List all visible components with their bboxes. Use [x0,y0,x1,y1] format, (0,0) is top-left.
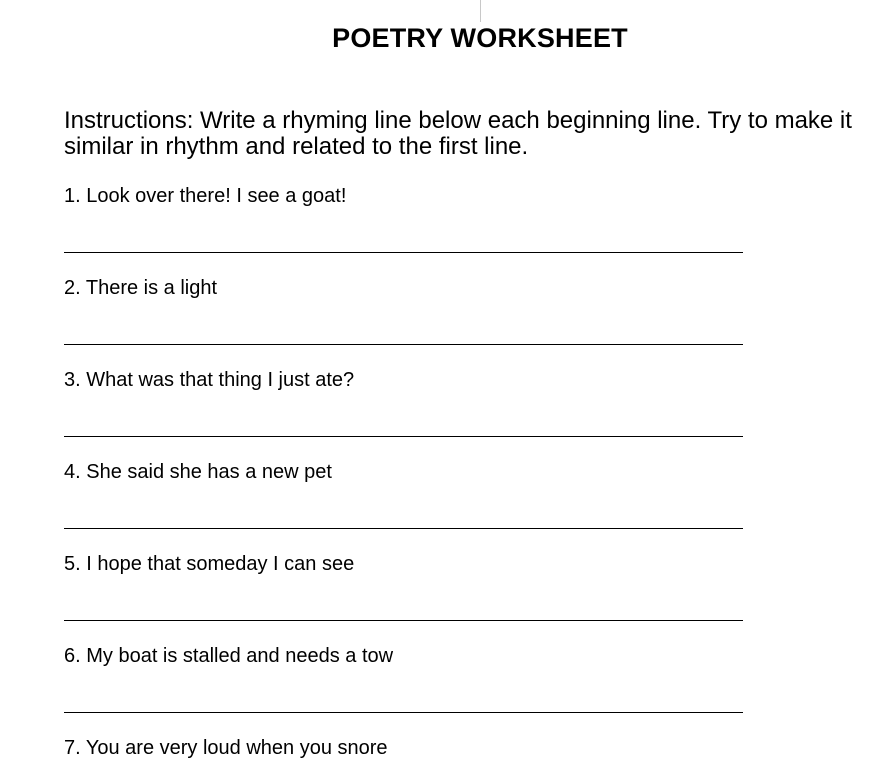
answer-line-1[interactable] [64,252,743,253]
prompt-line-2: 2. There is a light [64,277,218,299]
answer-line-4[interactable] [64,528,743,529]
answer-line-3[interactable] [64,436,743,437]
worksheet-title: POETRY WORKSHEET [332,23,628,53]
prompt-line-6: 6. My boat is stalled and needs a tow [64,645,394,667]
answer-line-5[interactable] [64,620,743,621]
prompt-line-4: 4. She said she has a new pet [64,461,332,483]
answer-line-2[interactable] [64,344,743,345]
answer-line-6[interactable] [64,712,743,713]
instructions-text: Instructions: Write a rhyming line below each beginning line. Try to make it similar in rhythm and related to the first line. [64,107,852,160]
prompt-line-1: 1. Look over there! I see a goat! [64,185,347,207]
prompt-line-7: 7. You are very loud when you snore [64,737,388,759]
prompt-line-5: 5. I hope that someday I can see [64,553,355,575]
prompt-line-3: 3. What was that thing I just ate? [64,369,355,391]
text-cursor-divider [480,0,481,22]
